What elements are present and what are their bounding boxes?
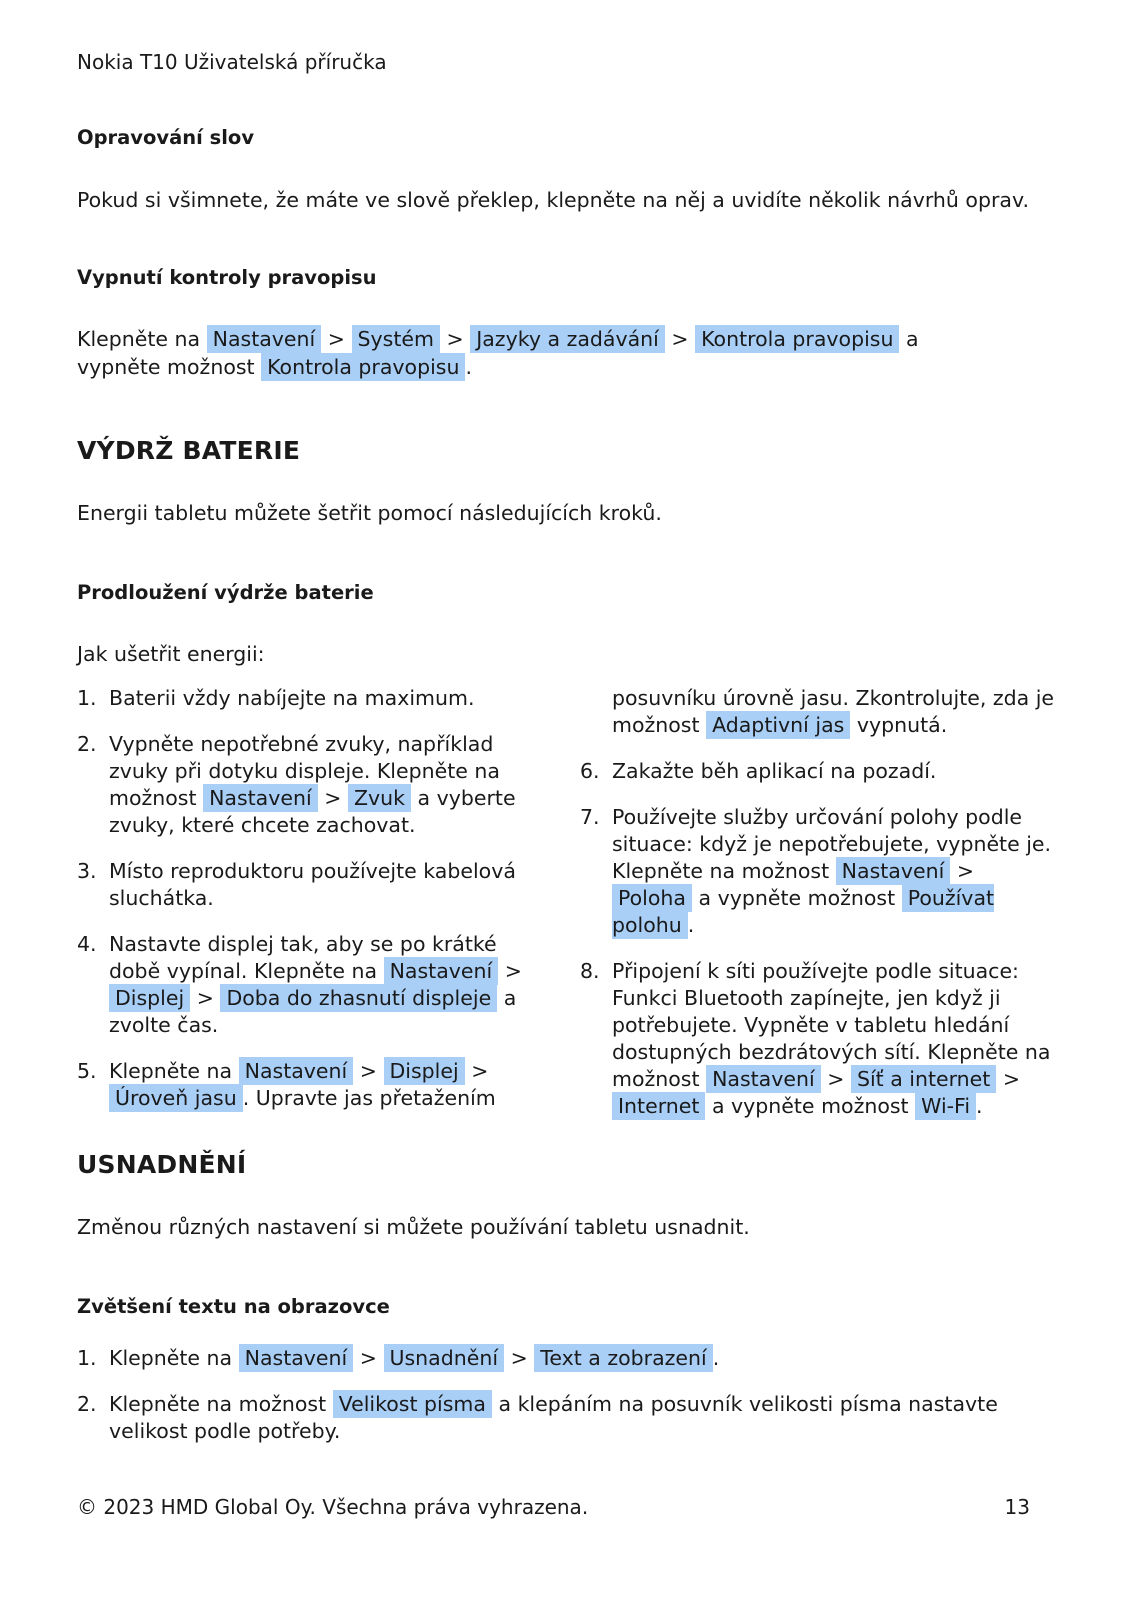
option-spell-checker[interactable]: Kontrola pravopisu (261, 353, 465, 381)
menu-path-settings[interactable]: Nastavení (239, 1057, 354, 1085)
list-item: 4. Nastavte displej tak, aby se po krátké době vypínal. Klepněte na Nastavení > Displej > Doba do zhasnutí displeje a zvolte čas. (77, 932, 522, 1037)
section-title-word-correction: Opravování slov (77, 126, 255, 149)
menu-path-display[interactable]: Displej (109, 984, 190, 1012)
option-use-location[interactable]: Používat polohu (612, 886, 995, 937)
menu-path-accessibility[interactable]: Usnadnění (384, 1344, 505, 1372)
heading-accessibility: USNADNĚNÍ (77, 1150, 247, 1179)
paragraph-battery-intro: Energii tabletu můžete šetřit pomocí následujících kroků. (77, 501, 662, 525)
paragraph-accessibility-intro: Změnou různých nastavení si můžete používání tabletu usnadnit. (77, 1215, 750, 1239)
list-item: 1. Klepněte na Nastavení > Usnadnění > Text a zobrazení . (77, 1346, 720, 1370)
option-wifi[interactable]: Wi-Fi (915, 1092, 976, 1120)
menu-path-internet[interactable]: Internet (612, 1092, 705, 1120)
list-item: 5. Klepněte na Nastavení > Displej > Úroveň jasu . Upravte jas přetažením (77, 1059, 496, 1110)
menu-path-settings[interactable]: Nastavení (384, 957, 499, 985)
option-adaptive-brightness[interactable]: Adaptivní jas (706, 711, 850, 739)
list-item: 2. Klepněte na možnost Velikost písma a klepáním na posuvník velikosti písma nastavte velikost podle potřeby. (77, 1392, 998, 1443)
list-item: 2. Vypněte nepotřebné zvuky, například zvuky při dotyku displeje. Klepněte na možnost Nastavení > Zvuk a vyberte zvuky, které chcete zachovat. (77, 732, 516, 837)
menu-path-settings[interactable]: Nastavení (207, 325, 322, 353)
list-item: 8. Připojení k síti používejte podle situace: Funkci Bluetooth zapínejte, jen když ji potřebujete. Vypněte v tabletu hledání dostupných bezdrátových sítí. Klepněte na možnost Nastavení > Síť a internet > Internet a vypněte možnost Wi-Fi . (580, 959, 1051, 1118)
heading-battery: VÝDRŽ BATERIE (77, 436, 301, 465)
menu-path-location[interactable]: Poloha (612, 884, 692, 912)
list-item-continuation: posuvníku úrovně jasu. Zkontrolujte, zda je možnost Adaptivní jas vypnutá. (612, 686, 1055, 737)
path-separator: > (327, 327, 345, 351)
menu-path-network-internet[interactable]: Síť a internet (851, 1065, 996, 1093)
battery-list-left (77, 685, 552, 1131)
menu-path-settings[interactable]: Nastavení (239, 1344, 354, 1372)
list-item: 6. Zakažte běh aplikací na pozadí. (580, 759, 937, 783)
paragraph-word-correction: Pokud si všimnete, že máte ve slově překlep, klepněte na něj a uvidíte několik návrhů oprav. (77, 188, 1029, 212)
paragraph-spellcheck-off: Klepněte na Nastavení > Systém > Jazyky a zadávání > Kontrola pravopisu a vypněte možnost Kontrola pravopisu . (77, 327, 919, 379)
paragraph-battery-lead: Jak ušetřit energii: (77, 642, 265, 666)
battery-list-right-items (580, 758, 1060, 1120)
page-number: 13 (1004, 1495, 1030, 1519)
section-title-spellcheck-off: Vypnutí kontroly pravopisu (77, 266, 377, 289)
menu-path-brightness-level[interactable]: Úroveň jasu (109, 1084, 243, 1112)
list-item: 7. Používejte služby určování polohy podle situace: když je nepotřebujete, vypněte je. Klepněte na možnost Nastavení > Poloha a vypněte možnost Používat polohu . (580, 805, 1052, 937)
footer-copyright: © 2023 HMD Global Oy. Všechna práva vyhrazena. (77, 1495, 589, 1519)
section-title-text-size: Zvětšení textu na obrazovce (77, 1295, 390, 1318)
menu-path-display[interactable]: Displej (384, 1057, 465, 1085)
option-font-size[interactable]: Velikost písma (333, 1390, 492, 1418)
running-head: Nokia T10 Uživatelská příručka (77, 50, 387, 74)
list-item: 3. Místo reproduktoru používejte kabelová sluchátka. (77, 859, 516, 910)
accessibility-list (77, 1345, 1067, 1464)
menu-path-settings[interactable]: Nastavení (836, 857, 951, 885)
menu-path-sound[interactable]: Zvuk (348, 784, 411, 812)
battery-list-right (580, 685, 1060, 1139)
menu-path-system[interactable]: Systém (352, 325, 440, 353)
menu-path-languages-input[interactable]: Jazyky a zadávání (470, 325, 665, 353)
menu-path-text-display[interactable]: Text a zobrazení (534, 1344, 712, 1372)
path-separator: > (446, 327, 464, 351)
list-item: 1. Baterii vždy nabíjejte na maximum. (77, 686, 475, 710)
section-title-battery-extend: Prodloužení výdrže baterie (77, 581, 374, 604)
path-separator: > (671, 327, 689, 351)
menu-path-spell-checker[interactable]: Kontrola pravopisu (695, 325, 899, 353)
menu-path-settings[interactable]: Nastavení (706, 1065, 821, 1093)
menu-path-settings[interactable]: Nastavení (203, 784, 318, 812)
menu-path-screen-timeout[interactable]: Doba do zhasnutí displeje (220, 984, 497, 1012)
